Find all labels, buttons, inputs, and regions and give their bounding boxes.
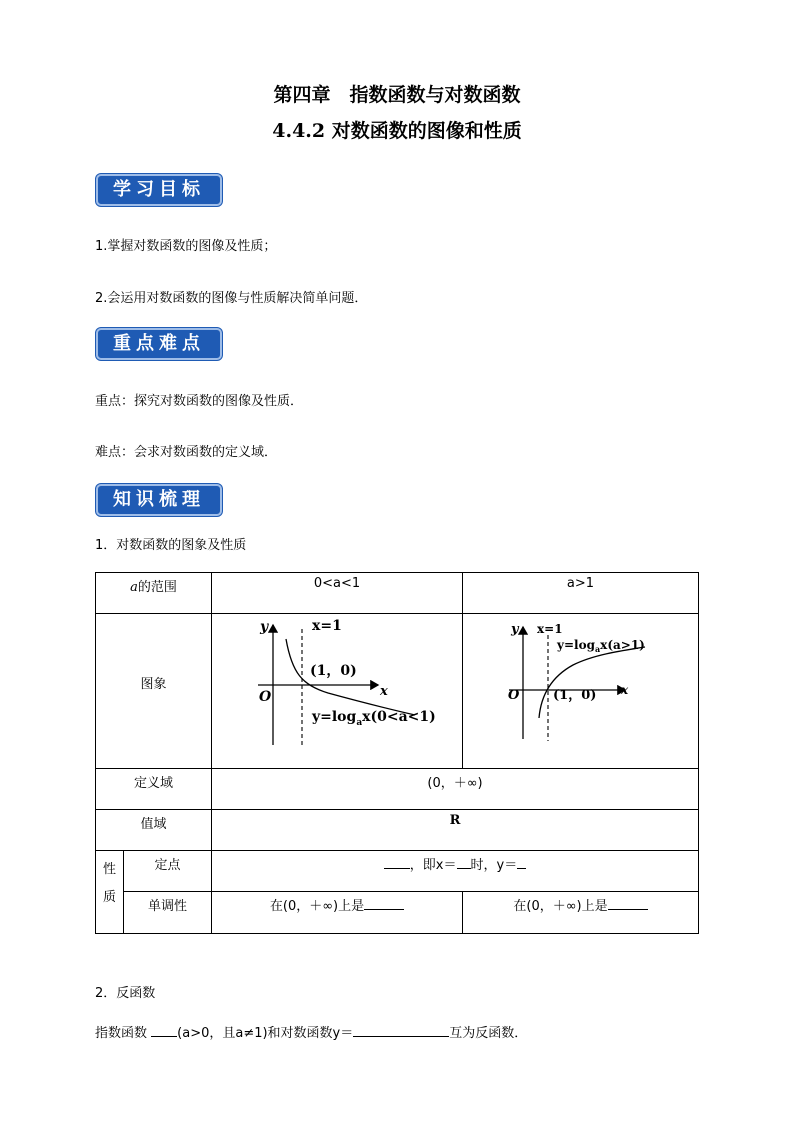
- graph-row-label: 图象: [140, 677, 167, 692]
- a-range-header: a的范围: [130, 580, 177, 595]
- range-label: 值域: [140, 817, 167, 832]
- graph2-origin-label: O: [508, 688, 520, 703]
- graph1-line-label: x=1: [312, 618, 342, 634]
- inverse-function-statement: 指数函数 (a>0，且a≠1)和对数函数y＝ 互为反函数．: [95, 1026, 528, 1041]
- monotonicity-0-a-1: 在(0，＋∞)上是: [212, 895, 462, 914]
- key-point: 重点：探究对数函数的图像及性质．: [95, 394, 304, 409]
- monotonicity-a-gt-1: 在(0，＋∞)上是: [463, 895, 698, 914]
- graph2-line-label: x=1: [537, 622, 563, 636]
- fixed-point-value: ，即x＝ 时，y＝: [212, 854, 698, 873]
- graph2-y-axis-label: y: [511, 622, 519, 637]
- chapter-title: 第四章 指数函数与对数函数: [273, 84, 521, 106]
- badge-learning-goals: 学习目标: [96, 174, 222, 206]
- graph-increasing-log: [495, 615, 695, 765]
- monotonicity-label: 单调性: [147, 899, 187, 914]
- section-2-heading: 2．反函数: [95, 986, 156, 1001]
- domain-value: (0，＋∞): [427, 776, 483, 791]
- fixed-point-label: 定点: [154, 858, 181, 873]
- graph-decreasing-log: [240, 615, 440, 765]
- difficult-point: 难点：会求对数函数的定义域．: [95, 445, 278, 460]
- section-1-heading: 1．对数函数的图象及性质: [95, 538, 247, 553]
- section-title: 4.4.2 对数函数的图像和性质: [272, 120, 522, 142]
- graph1-x-axis-label: x: [380, 684, 388, 699]
- graph2-x-axis-label: x: [621, 683, 629, 697]
- properties-char-2: 质: [102, 890, 116, 905]
- graph1-y-axis-label: y: [260, 619, 269, 635]
- graph2-function-label: $y=\log_ax(a>1)$: [557, 638, 645, 654]
- col-header-a-gt-1: a>1: [566, 576, 595, 591]
- goal-item-1: 1.掌握对数函数的图像及性质；: [95, 239, 277, 254]
- badge-key-points: 重点难点: [96, 328, 222, 360]
- col-header-0-a-1: 0<a<1: [313, 576, 361, 591]
- graph1-point-label: (1，0): [310, 663, 357, 679]
- range-value: R: [449, 813, 461, 828]
- goal-item-2: 2.会运用对数函数的图像与性质解决简单问题．: [95, 291, 368, 306]
- graph1-origin-label: O: [259, 689, 272, 705]
- graph2-point-label: (1，0): [553, 688, 597, 703]
- properties-char-1: 性: [102, 862, 116, 877]
- domain-label: 定义域: [133, 776, 173, 791]
- graph1-function-label: $y=\log_ax(0<a<1)$: [312, 709, 436, 728]
- badge-knowledge: 知识梳理: [96, 484, 222, 516]
